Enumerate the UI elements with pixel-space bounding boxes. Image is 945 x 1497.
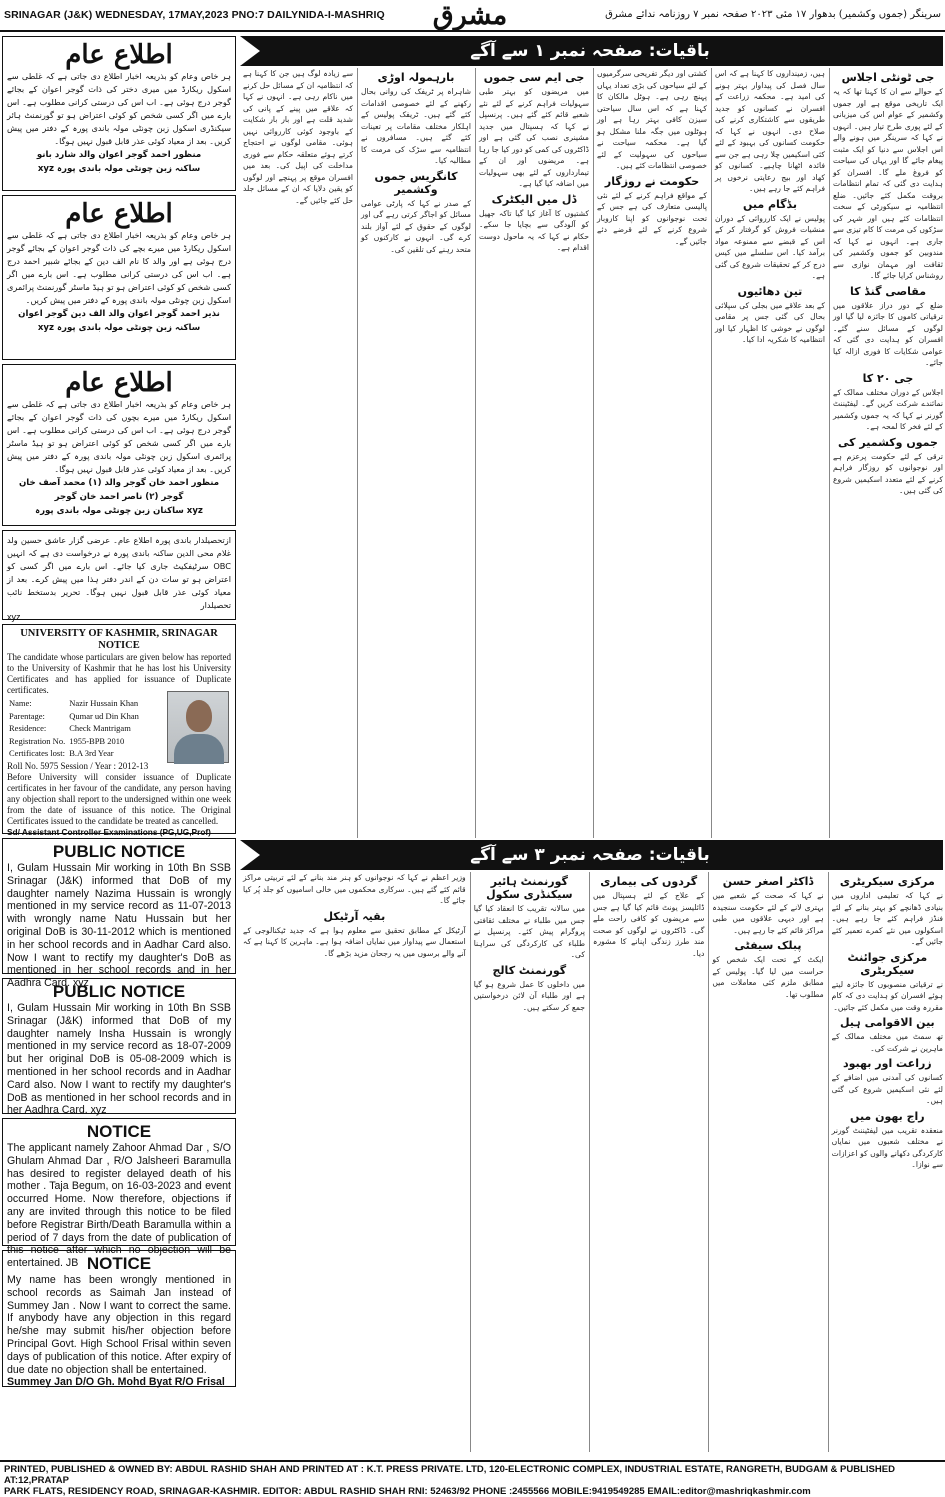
story-text: کے حوالے سے ان کا کہنا تھا کہ یہ ایک تاریخی موقع ہے اور جموں وکشمیر کے عوام اس کی میزبانی کے لئے پوری طرح تیار ہیں۔ انہوں نے کہا کہ سرینگر میں ہونے والے اس اجلاس سے دنیا کو ایک مثبت پیغام جائے گا اور یہاں کی سیاحت کو فروغ ملے گا۔ افسران کو ہدایت دی گئی کہ تمام انتظامات بروقت مکمل کئے جائیں۔ ضلع انتظامیہ نے سیکورٹی کے سخت انتظامات کئے ہیں اور شہر کی سڑکوں کی مرمت کا کام تیزی سے جاری ہے۔ انہوں نے کہا کہ مندوبین کو جموں وکشمیر کی ثقافت اور مہمان نوازی سے روشناس کرایا جائے گا۔ <box>833 87 943 280</box>
story-headline: ڈل میں الیکٹرک <box>491 192 577 206</box>
news-columns-top <box>240 68 943 838</box>
story-text: میں مریضوں کو بہتر طبی سہولیات فراہم کرنے کے لئے نئے شعبے قائم کئے گئے ہیں۔ پرنسپل نے کہا کہ ہسپتال میں جدید مشینری نصب کی گئی ہے اور ڈاکٹروں کی کمی کو دور کیا جا رہا ہے۔ مریضوں اور ان کے تیمارداروں کے لئے بھی سہولیات میں اضافہ کیا گیا ہے۔ <box>479 87 589 188</box>
story-text: ہیں، زمینداروں کا کہنا ہے کہ اس سال فصل کی پیداوار بہتر ہونے کی امید ہے۔ محکمہ زراعت کے افسران نے کسانوں کو جدید طریقوں سے کاشتکاری کرنے کی صلاح دی۔ انہوں نے کہا کہ حکومت کسانوں کی بہبود کے لئے کئی اسکیمیں چلا رہی ہے جن سے فائدہ اٹھانا چاہیے۔ کسانوں کو کھاد اور بیج رعایتی نرخوں پر فراہم کئے جا رہے ہیں۔ <box>715 69 825 193</box>
notice-address: ساکنہ زبن چونٹی مولہ باندی پورہ xyz <box>37 164 201 174</box>
notice-signature: نذیر احمد گوجر اعوان والد الف دین گوجر اعوان <box>18 309 220 319</box>
notice-address: ساکنہ زبن چونٹی مولہ باندی پورہ xyz <box>37 323 201 333</box>
banner-label: باقیات: صفحہ نمبر ۱ سے آگے <box>470 41 710 61</box>
newspaper-logo: مشرق <box>432 0 508 31</box>
notice-body: I, Gulam Hussain Mir working in 10th Bn SSB Srinagar (J&K) informed that DoB of my daughter namely Insha Hussain is wrongly mentioned in my service record as 18-07-2009 but her original DoB is 05-08-2009 which is mentioned in her school records and in Aadhar Card also. Now I want to rectify my daughter's DoB as mentioned in her school records and in her Aadhra Card. xyz <box>7 1002 231 1117</box>
story-headline: بقیہ آرٹیکل <box>323 909 386 923</box>
masthead-dateline: SRINAGAR (J&K) WEDNESDAY, 17MAY,2023 PNO:7 DAILYNIDA-I-MASHRIQ <box>4 9 385 21</box>
notice-death-registration <box>2 1118 236 1270</box>
university-name: UNIVERSITY OF KASHMIR, SRINAGAR <box>20 628 218 639</box>
story-text: ایکٹ کے تحت ایک شخص کو حراست میں لیا گیا۔ پولیس کے مطابق ملزم کئی معاملات میں مطلوب تھا۔ <box>712 955 824 999</box>
news-column-wide <box>240 872 466 1452</box>
notice-title: PUBLIC NOTICE <box>52 842 186 861</box>
story-text: کے مواقع فراہم کرنے کے لئے نئی پالیسی متعارف کی ہے جس کے تحت نوجوانوں کو اپنا کاروبار شروع کرنے کے لئے قرضے دئے جائیں گے۔ <box>597 190 707 246</box>
story-text: ترقی کے لئے حکومت پرعزم ہے اور نوجوانوں کو روزگار فراہم کرنے کے لئے متعدد اسکیمیں شروع کی گئی ہیں۔ <box>833 451 943 495</box>
notice-title: اطلاع عام <box>65 40 173 70</box>
masthead <box>0 0 945 32</box>
detail-row <box>9 723 141 734</box>
detail-value: B.A 3rd Year <box>69 748 114 758</box>
story-headline: مرکزی سیکریٹری <box>839 875 935 888</box>
notice-body: The applicant namely Zahoor Ahmad Dar , S/O Ghulam Ahmad Dar , R/O Jalsheeri Baramulla has desired to register delayed death of his mother . Taja Begum, on 16-03-2023 and event occurred Home. Now therefore, objections if any are invited through this notice to be filed before Registrar Birth/Death Baramulla within a period of 7 days from the date of publication of this notice after which no objection will be entertained. JB <box>7 1142 231 1270</box>
detail-key: Residence: <box>9 723 47 733</box>
notice-title: PUBLIC NOTICE <box>52 982 186 1001</box>
story-headline: گورنمنٹ ہائیر سیکنڈری سکول <box>486 875 573 901</box>
tehsildar-notice <box>2 530 236 620</box>
notice-code: xyz <box>7 612 21 622</box>
notice-signature: Summey Jan D/O Gh. Mohd Byat R/O Frisal <box>7 1376 225 1389</box>
news-columns-bottom <box>240 872 943 1452</box>
arrow-icon <box>240 36 260 66</box>
story-text: نے کہا کہ تعلیمی اداروں میں بنیادی ڈھانچے کو بہتر بنانے کے لئے فنڈز فراہم کئے جا رہے ہیں۔ اسکولوں میں نئے کمرے تعمیر کئے جائیں گے۔ <box>831 891 943 946</box>
notice-title: NOTICE <box>86 1122 152 1141</box>
roll-number: Roll No. 5975 Session / Year : 2012-13 <box>7 760 149 771</box>
urdu-notice-1 <box>2 36 236 191</box>
arrow-icon <box>240 840 260 870</box>
urdu-notice-2 <box>2 195 236 360</box>
news-column <box>828 872 943 1452</box>
story-headline: تین دھائیوں <box>737 284 803 298</box>
detail-value: Qumar ud Din Khan <box>69 710 139 721</box>
news-column <box>470 872 585 1452</box>
story-text: وزیر اعظم نے کہا کہ نوجوانوں کو ہنر مند بنانے کے لئے تربیتی مراکز قائم کئے گئے ہیں۔ سرکاری محکموں میں خالی اسامیوں کو جلد پُر کیا جائے گا۔ <box>243 873 466 905</box>
news-column <box>593 68 707 838</box>
story-headline: کانگریس جموں وکشمیر <box>374 169 458 196</box>
story-headline: مرکزی جوائنٹ سیکریٹری <box>847 950 928 977</box>
story-text: کے علاج کے لئے ہسپتال میں ڈائلیسز یونٹ قائم کیا گیا ہے جس سے مریضوں کو کافی راحت ملے گی۔ ڈاکٹروں نے لوگوں کو صحت مند طرز زندگی اپنانے کا مشورہ دیا۔ <box>593 891 705 958</box>
news-column <box>589 872 704 1452</box>
notice-body: I, Gulam Hussain Mir working in 10th Bn SSB Srinagar (J&K) informed that DoB of my daughter namely Nazima Hussain is wrongly mentioned in my service record as 11-07-2013 with wrongly name Natu Hussain but her original DoB is 30-11-2012 which is mentioned in her school records and in Aadhar Card also. Now I want to rectify my daughter's DoB as mentioned in her school records and in her Aadhra Card. xyz <box>7 862 231 990</box>
detail-value: 1955-BPB 2010 <box>69 735 125 746</box>
notice-title: NOTICE <box>86 1254 152 1273</box>
story-headline: گردوں کی بیماری <box>600 875 698 888</box>
story-text: منعقدہ تقریب میں لیفٹیننٹ گورنر نے مختلف شعبوں میں نمایاں کارکردگی دکھانے والوں کو اعزازات سے نوازا۔ <box>831 1125 943 1169</box>
story-headline: ڈاکٹر اصغر حسن <box>722 875 814 888</box>
public-notice-1 <box>2 838 236 990</box>
story-text: پولیس نے ایک کارروائی کے دوران منشیات فروش کو گرفتار کر کے اس کے قبضے سے ممنوعہ مواد برآمد کیا۔ اس سلسلے میں کیس درج کر کے تحقیقات شروع کی گئی ہے۔ <box>715 213 825 280</box>
story-text: کشتیوں کا آغاز کیا گیا تاکہ جھیل کو آلودگی سے بچایا جا سکے۔ حکام نے کہا کہ یہ ماحول دوست اقدام ہے۔ <box>479 208 589 252</box>
story-headline: جی ایم سی جموں <box>483 71 585 84</box>
notice-body: ہر خاص وعام کو بذریعہ اخبار اطلاع دی جاتی ہے کہ غلطی سے اسکول ریکارڈ میں میری دختر کی ذات گوجر اعوان کے بجائے گوجر درج ہوئی ہے۔ اب اس کی درستی کرانی مطلوب ہے۔ اس بارے میں اگر کسی شخص کو کوئی اعتراض ہو تو گورنمنٹ ہائر سیکنڈری اسکول زبن چونٹی مولہ باندی پورہ کے دفتر میں پیش کریں۔ بعد از معیاد کوئی عذر قابل قبول نہیں ہوگا۔ <box>7 71 231 146</box>
news-column <box>829 68 943 838</box>
story-text: کشتی اور دیگر تفریحی سرگرمیوں کے لئے سیاحوں کی بڑی تعداد یہاں پہنچ رہی ہے۔ ہوٹل مالکان کا کہنا ہے کہ اس سال سیاحتی سیزن کافی بہتر رہا ہے اور ہوٹلوں میں جگہ ملنا مشکل ہو گیا ہے۔ محکمہ سیاحت نے سیاحوں کی سہولیت کے لئے خصوصی انتظامات کئے ہیں۔ <box>597 69 707 170</box>
story-text: آرٹیکل کے مطابق تحقیق سے معلوم ہوا ہے کہ جدید ٹیکنالوجی کے استعمال سے پیداوار میں نمایاں اضافہ ہوا ہے۔ ماہرین کا کہنا ہے کہ آنے والے برسوں میں یہ رجحان مزید بڑھے گا۔ <box>243 925 466 958</box>
urdu-notice-3 <box>2 364 236 526</box>
notice-body: ہر خاص وعام کو بذریعہ اخبار اطلاع دی جاتی ہے کہ غلطی سے اسکول ریکارڈ میں میرے بچے کی ذات گوجر اعوان کے بجائے گوجر درج ہوئی ہے اور والد کا نام الف دین کے بجائے شبیر احمد درج ہے۔ اب اس کی درستی کرانی مطلوب ہے۔ اس بارے میں اگر کسی شخص کو کوئی اعتراض ہو تو ہیڈ ماسٹر گورنمنٹ پرائمری اسکول زبن چونٹی مولہ باندی پورہ کے دفتر میں پیش کریں۔ <box>7 230 231 305</box>
notice-body: The candidate whose particulars are given below has reported to the University of Kashmir that he has lost his University Certificates and has applied for issuance of Duplicate certificates. <box>7 652 231 695</box>
story-text: تھ سمٹ میں مختلف ممالک کے ماہرین نے شرکت کی۔ <box>831 1032 943 1053</box>
story-text: ضلع کے دور دراز علاقوں میں ترقیاتی کاموں کا جائزہ لیا گیا اور لوگوں کے مسائل سنے گئے۔ افسران کو ہدایت دی گئی کہ عوامی شکایات کا فوری ازالہ کیا جائے۔ <box>833 300 943 367</box>
story-text: کسانوں کی آمدنی میں اضافے کے لئے نئی اسکیمیں شروع کی گئی ہیں۔ <box>831 1073 943 1105</box>
detail-row <box>9 748 141 759</box>
detail-row <box>9 711 141 722</box>
banner-label: باقیات: صفحہ نمبر ۳ سے آگے <box>470 845 710 865</box>
notice-body: ہر خاص وعام کو بذریعہ اخبار اطلاع دی جاتی ہے کہ غلطی سے اسکول ریکارڈ میں میرے بچوں کی ذات گوجر اعوان کے بجائے گوجر درج ہوئی ہے۔ اب اس کی درستی کرانی مطلوب ہے۔ اس بارے میں اگر کسی شخص کو کوئی اعتراض ہو تو ہیڈ ماسٹر پرائمری اسکول زبن چونٹی مولہ باندی پورہ کے دفتر میں پیش کریں۔ بعد از معیاد کوئی عذر قابل قبول نہیں ہوگا۔ <box>7 399 231 474</box>
news-column <box>475 68 589 838</box>
story-text: سے زیادہ لوگ ہیں جن کا کہنا ہے کہ انتظامیہ ان کے مسائل حل کرنے میں ناکام رہی ہے۔ انہوں نے کہا کہ علاقے میں پینے کے پانی کی شدید قلت ہے اور بار بار شکایت کے باوجود کوئی کارروائی نہیں ہوئی۔ مقامی لوگوں نے احتجاج کرتے ہوئے متعلقہ حکام سے فوری مداخلت کی اپیل کی۔ بعد میں افسران موقع پر پہنچے اور لوگوں کو یقین دلایا کہ ان کے مسائل جلد حل کئے جائیں گے۔ <box>243 69 353 205</box>
candidate-photo <box>167 691 229 763</box>
detail-value: Check Mantrigam <box>69 723 131 733</box>
notice-footer-text: Before University will consider issuance of Duplicate certificates in her favour of the candidate, any person having any objection shall report to the undersigned within one week from the date of issuance of this notice. The Original Certificates issued to the candidate be treated as cancelled. <box>7 771 231 826</box>
detail-row <box>9 698 141 709</box>
notice-name-correction <box>2 1250 236 1387</box>
continuation-banner-top <box>240 36 943 66</box>
notice-signature: منظور احمد گوجر اعوان والد شارد بانو <box>36 150 202 160</box>
story-text: شاہراہ پر ٹریفک کی روانی بحال رکھنے کے لئے خصوصی اقدامات کئے گئے ہیں۔ ٹریفک پولیس کے اہلکار مختلف مقامات پر تعینات کئے گئے ہیں۔ مسافروں نے انتظامیہ سے سڑک کی مرمت کا مطالبہ کیا۔ <box>361 87 471 165</box>
masthead-urdu-dateline: سرینگر (جموں وکشمیر) بدھوار ۱۷ مئی ۲۰۲۳ صفحہ نمبر ۷ روزنامہ ندائے مشرق <box>605 9 941 20</box>
story-headline: جی ۲۰ کا <box>862 371 914 385</box>
story-headline: مقاصی گنڈ کا <box>849 284 927 298</box>
detail-key: Certificates lost: <box>9 748 65 758</box>
detail-row <box>9 736 141 747</box>
detail-value: Nazir Hussain Khan <box>69 698 139 708</box>
story-headline: زراعت اور بھبود <box>843 1057 932 1070</box>
story-text: میں داخلوں کا عمل شروع ہو گیا ہے اور طلباء آن لائن درخواستیں جمع کر سکتے ہیں۔ <box>473 979 586 1012</box>
detail-key: Registration No. <box>9 735 66 746</box>
notice-body: ازتحصیلدار باندی پورہ اطلاع عام۔ عرضی گزار عاشق حسین ولد غلام محی الدین ساکنہ باندی پورہ نے درخواست دی ہے کہ انہیں OBC سرٹیفکیٹ جاری کیا جائے۔ اس بارے میں اگر کسی کو اعتراض ہو تو سات دن کے اندر دفتر ہذا میں پیش کرے۔ بعد از معیاد کوئی عذر قابل قبول نہیں ہوگا۔ تحریر بدستخط نائب تحصیلدار <box>7 535 231 610</box>
news-column <box>708 872 823 1452</box>
detail-key: Parentage: <box>9 710 45 721</box>
story-headline: راج بھون میں <box>850 1109 925 1123</box>
story-text: کے صدر نے کہا کہ پارٹی عوامی مسائل کو اجاگر کرتی رہے گی اور لوگوں کے حقوق کے لئے آواز بلند کرے گی۔ انہوں نے کارکنوں کو متحد رہنے کی تلقین کی۔ <box>361 198 471 254</box>
story-text: کے بعد علاقے میں بجلی کی سپلائی بحال کی گئی جس پر مقامی لوگوں نے خوشی کا اظہار کیا اور انتظامیہ کا شکریہ ادا کیا۔ <box>715 300 825 344</box>
story-headline: بڈگام میں <box>742 197 798 211</box>
imprint-line-1: PRINTED, PUBLISHED & OWNED BY: ABDUL RASHID SHAH AND PRINTED AT : K.T. PRESS PRIVATE. LTD, 120-ELECTRONIC COMPLEX, INDUSTRIAL ESTATE, RANGRETH, BUDGAM & PUBLISHED AT:12,PRATAP <box>4 1464 895 1486</box>
news-column <box>240 68 353 838</box>
notice-address: xyz ساکنان زبن چونٹی مولہ باندی پورہ <box>35 506 203 516</box>
notice-body: My name has been wrongly mentioned in school records as Saimah Jan instead of Summey Jan . Now I want to correct the same. If anybody have any objection in this regard he/she may submit his/her objection before Principal Govt. High School Frisal within seven days of publication of this notice. After expiry of due date no objection shall be entertained. <box>7 1274 231 1376</box>
story-text: نے ترقیاتی منصوبوں کا جائزہ لیتے ہوئے افسران کو ہدایت دی کہ کام مقررہ وقت میں مکمل کئے جائیں۔ <box>831 979 943 1012</box>
continuation-banner-bottom <box>240 840 943 870</box>
university-notice <box>2 624 236 837</box>
news-column <box>357 68 471 838</box>
story-headline: بین الاقوامی ہیل <box>839 1016 935 1029</box>
notice-signature: منظور احمد خان گوجر والد (۱) محمد آصف خان گوجر (۲) ناصر احمد خان گوجر <box>18 478 220 502</box>
story-headline: حکومت نے روزگار <box>604 174 700 188</box>
notice-title: اطلاع عام <box>65 368 173 398</box>
story-text: اجلاس کے دوران مختلف ممالک کے نمائندے شرکت کریں گے۔ لیفٹیننٹ گورنر نے کہا کہ یہ جموں وکشمیر کے لئے فخر کا لمحہ ہے۔ <box>833 387 943 431</box>
candidate-details <box>7 696 143 761</box>
notice-title: NOTICE <box>98 640 140 651</box>
news-area <box>240 36 943 1452</box>
story-headline: جموں وکشمیر کی <box>838 435 938 449</box>
imprint-line-2: PARK FLATS, RESIDENCY ROAD, SRINAGAR-KASHMIR. EDITOR: ABDUL RASHID SHAH RNI: 52463/92 PHONE :2455566 MOBILE:9419549285 EMAIL:editor@mashriqkashmir.com <box>4 1486 811 1497</box>
story-headline: گورنمنٹ کالج <box>492 963 567 977</box>
detail-key: Name: <box>9 698 32 708</box>
story-text: نے کہا کہ صحت کے شعبے میں بہتری لانے کے لئے حکومت سنجیدہ ہے اور دیہی علاقوں میں طبی مراکز قائم کئے جا رہے ہیں۔ <box>712 891 824 935</box>
news-column <box>711 68 825 838</box>
public-notice-2 <box>2 978 236 1117</box>
classifieds-column <box>2 36 236 1391</box>
notice-title: اطلاع عام <box>65 199 173 229</box>
imprint-footer <box>0 1460 945 1497</box>
notice-signature: Sd/ Assistant Controller Examinations (PG,UG,Prof) <box>7 826 211 837</box>
story-headline: جی ٹونٹی اجلاس <box>841 71 935 84</box>
story-headline: بارہمولہ اوڑی <box>377 71 455 84</box>
story-text: میں سالانہ تقریب کا انعقاد کیا گیا جس میں طلباء نے مختلف ثقافتی پروگرام پیش کئے۔ پرنسپل نے طلباء کی کارکردگی کی سراہنا کی۔ <box>473 904 586 959</box>
story-headline: پبلک سیفٹی <box>734 939 802 952</box>
